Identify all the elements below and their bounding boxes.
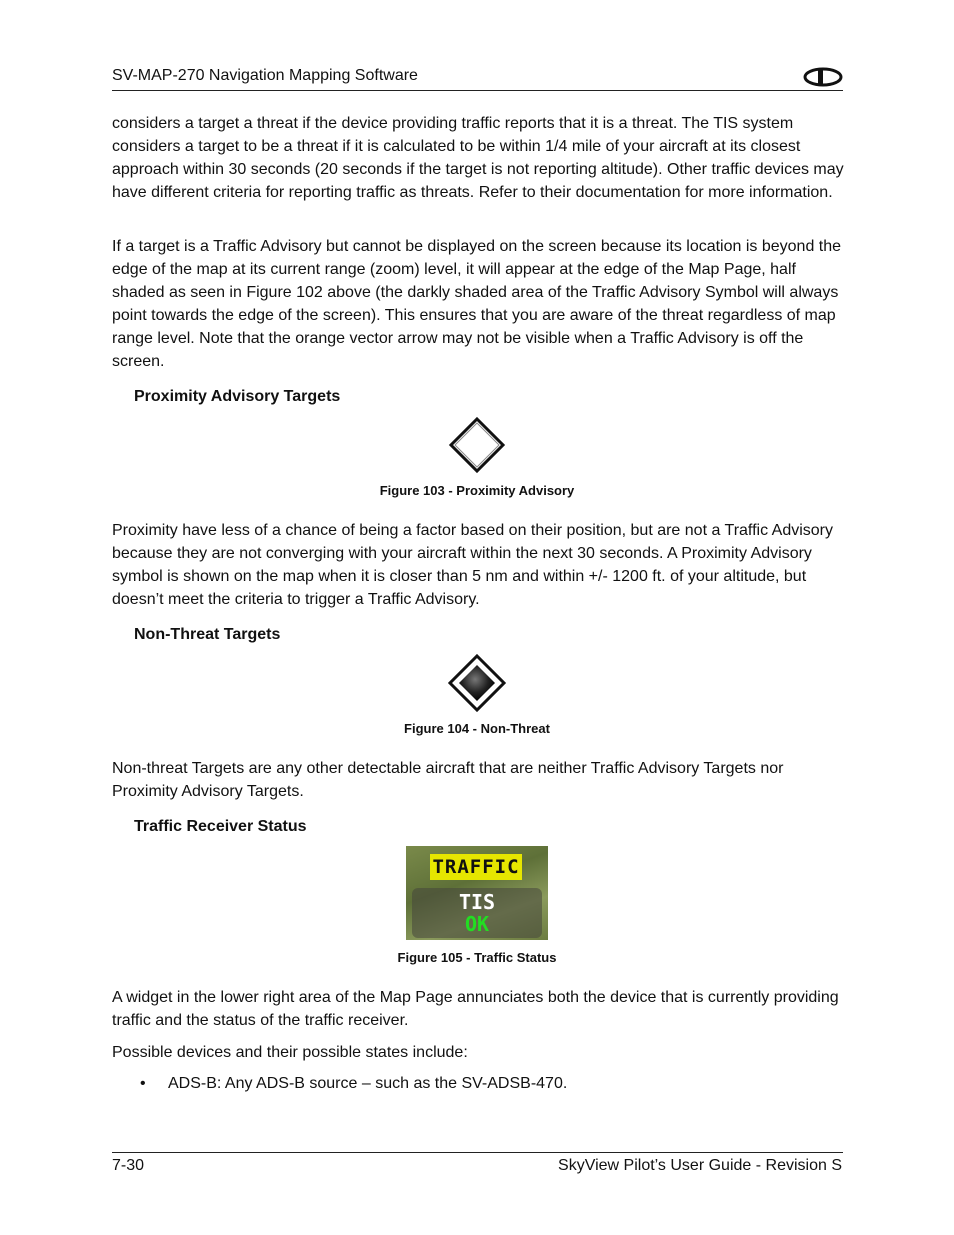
proximity-advisory-diamond-icon [448,416,506,474]
body-paragraph-2: If a target is a Traffic Advisory but cannot be displayed on the screen because its location is beyond the edge of the map at its current range (zoom) level, it will appear at the edge of the Map Page, half shaded as seen in Figure 102 above (the darkly shaded area of the Traffic Advisory Symbol will always point towards the edge of the screen). This ensures that you are aware of the threat regardless of map range level. Note that the orange vector arrow may not be visible when a Traffic Advisory is off the screen. [112,238,842,370]
heading-proximity-advisory: Proximity Advisory Targets [134,388,341,405]
body-paragraph-1: considers a target a threat if the device providing traffic reports that it is a threat. The TIS system considers a target to be a threat if it is calculated to be within 1/4 mile of your aircraft at its closest approach within 30 seconds (20 seconds if the target is not reporting altitude). Other traffic devices may have different criteria for reporting traffic as threats. Refer to their documentation for more information. [112,115,844,201]
heading-non-threat: Non-Threat Targets [134,626,281,643]
body-paragraph-3: Proximity have less of a chance of being a factor based on their position, but are not a Traffic Advisory because they are not converging with your aircraft within the next 30 seconds. A Proximity Advisory symbol is shown on the map when it is closer than 5 nm and within +/- 1200 ft. of your altitude, but doesn’t meet the criteria to trigger a Traffic Advisory. [112,522,833,608]
page-number: 7-30 [112,1157,145,1174]
page-header-title: SV-MAP-270 Navigation Mapping Software [112,67,418,84]
footer-doc-title: SkyView Pilot’s User Guide - Revision S [558,1157,842,1174]
figure-105-caption: Figure 105 - Traffic Status [397,950,557,965]
traffic-label: TRAFFIC [430,854,522,880]
heading-traffic-receiver-status: Traffic Receiver Status [134,818,307,835]
figure-105 [0,846,954,940]
dynon-logo-icon [803,67,843,92]
list-item: ADS-B: Any ADS-B source – such as the SV-ADSB-470. [168,1075,568,1092]
list-bullet: • [140,1075,146,1092]
header-divider [112,90,843,91]
body-paragraph-6: Possible devices and their possible states include: [112,1044,468,1061]
figure-103 [0,416,954,474]
body-paragraph-4: Non-threat Targets are any other detectable aircraft that are neither Traffic Advisory Targets nor Proximity Advisory Targets. [112,760,784,800]
figure-104-caption: Figure 104 - Non-Threat [404,721,550,736]
body-paragraph-5: A widget in the lower right area of the Map Page annunciates both the device that is currently providing traffic and the status of the traffic receiver. [112,989,839,1029]
non-threat-diamond-icon [448,654,506,712]
footer-divider [112,1152,843,1153]
traffic-device-text: TIS [458,890,496,914]
figure-103-caption: Figure 103 - Proximity Advisory [379,483,575,498]
traffic-status-widget [406,846,548,940]
figure-104 [0,654,954,712]
traffic-status-text: OK [464,912,490,936]
